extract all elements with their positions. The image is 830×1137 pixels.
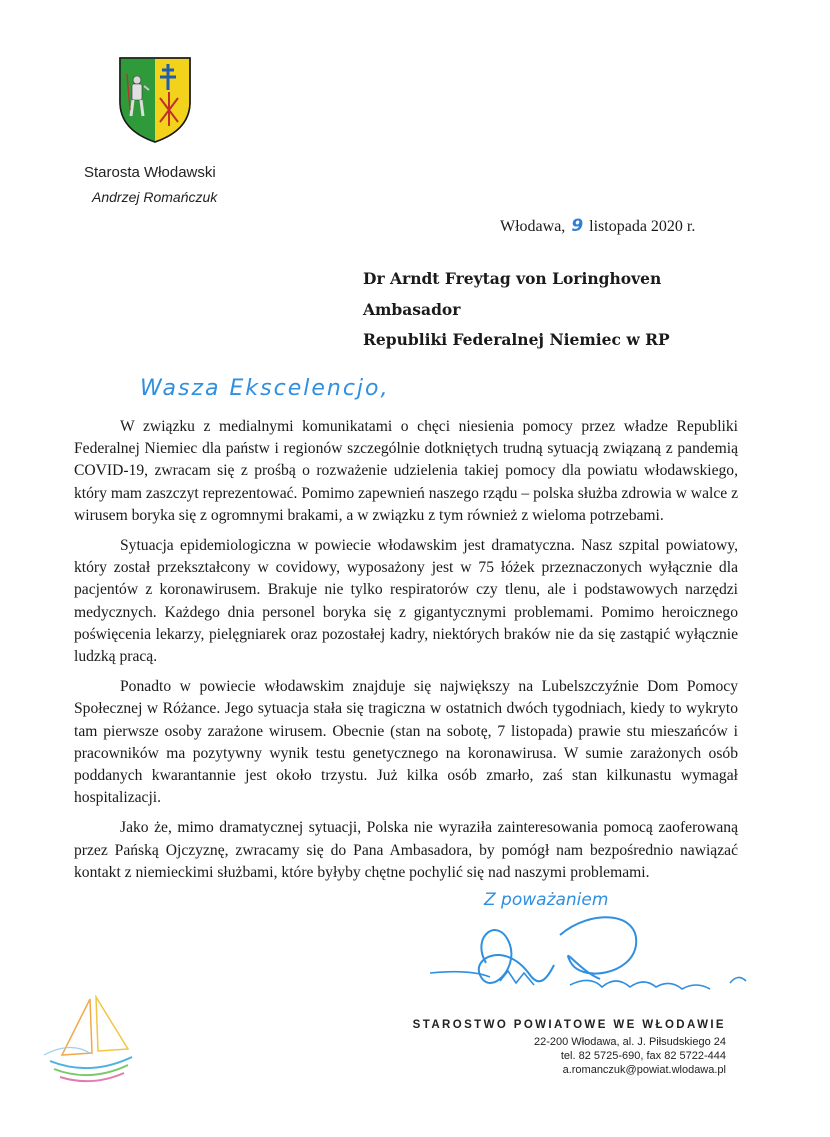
letter-date: [500, 216, 695, 236]
handwritten-salutation: Wasza Ekscelencjo,: [140, 376, 390, 401]
sender-name: Andrzej Romańczuk: [92, 189, 218, 205]
recipient-name: Dr Arndt Freytag von Loringhoven: [363, 269, 662, 288]
footer-address: 22-200 Włodawa, al. J. Piłsudskiego 24: [534, 1036, 726, 1048]
decorative-sailboat-logo: [40, 995, 140, 1087]
coat-of-arms-logo: [118, 56, 192, 144]
handwritten-closing: Z poważaniem: [484, 890, 609, 910]
footer-organization: STAROSTWO POWIATOWE WE WŁODAWIE: [412, 1019, 726, 1031]
sender-title: Starosta Włodawski: [84, 164, 216, 181]
recipient-title: Ambasador: [363, 300, 461, 319]
date-place: Włodawa,: [500, 218, 566, 235]
recipient-institution: Republiki Federalnej Niemiec w RP: [363, 330, 670, 349]
date-rest: listopada 2020 r.: [589, 218, 696, 235]
paragraph: Ponadto w powiecie włodawskim znajduje się największy na Lubelszczyźnie Dom Pomocy Społecznej w Różance. Jego sytuacja stała się tragiczna w ostatnich dwóch tygodniach, kiedy to wykryto tam pierwsze osoby zarażone wirusem. Obecnie (stan na sobotę, 7 listopada) prawie stu mieszańców i pracowników ma pozytywny wynik testu genetycznego na koronawirusa. W sumie zarażonych osób poddanych kwarantannie jest około trzystu. Już kilka osób zmarło, zaś stan kilkunastu wymagał hospitalizacji.: [74, 678, 738, 807]
paragraph: Sytuacja epidemiologiczna w powiecie włodawskim jest dramatyczna. Nasz szpital powiatowy, który został przekształcony w covidowy, wyposażony jest w 75 łóżek przeznaczonych wyłącznie dla pacjentów z koronawirusem. Brakuje nie tylko respiratorów czy tlenu, ale i podstawowych narzędzi medycznych. Każdego dnia personel boryka się z gigantycznymi problemami. Pomimo heroicznego poświęcenia lekarzy, pielęgniarek oraz pozostałej kadry, niektórych braków nie da się zastąpić wyłącznie ludzką pracą.: [74, 537, 738, 666]
paragraph: Jako że, mimo dramatycznej sytuacji, Polska nie wyraziła zainteresowania pomocą zaoferowaną przez Pańską Ojczyznę, zwracamy się do Pana Ambasadora, by pomógł nam bezpośrednio nawiązać kontakt z niemieckimi służbami, które byłyby chętne pochylić się nad naszymi problemami.: [74, 819, 738, 881]
letter-body: [74, 416, 738, 892]
handwritten-signature: [430, 905, 760, 1005]
paragraph: W związku z medialnymi komunikatami o chęci niesienia pomocy przez władze Republiki Federalnej Niemiec dla państw i regionów szczególnie dotkniętych trudną sytuacją związaną z pandemią COVID-19, zwracam się z prośbą o rozważenie udzielenia takiej pomocy dla powiatu włodawskiego, który mam zaszczyt reprezentować. Pomimo zapewnień naszego rządu – polska służba zdrowia w walce z wirusem boryka się z ogromnymi brakami, a w związku z tym również z wieloma potrzebami.: [74, 418, 738, 524]
footer-phone: tel. 82 5725-690, fax 82 5722-444: [560, 1050, 726, 1062]
date-day-handwritten: 9: [571, 216, 584, 236]
footer-email: a.romanczuk@powiat.wlodawa.pl: [562, 1064, 726, 1076]
